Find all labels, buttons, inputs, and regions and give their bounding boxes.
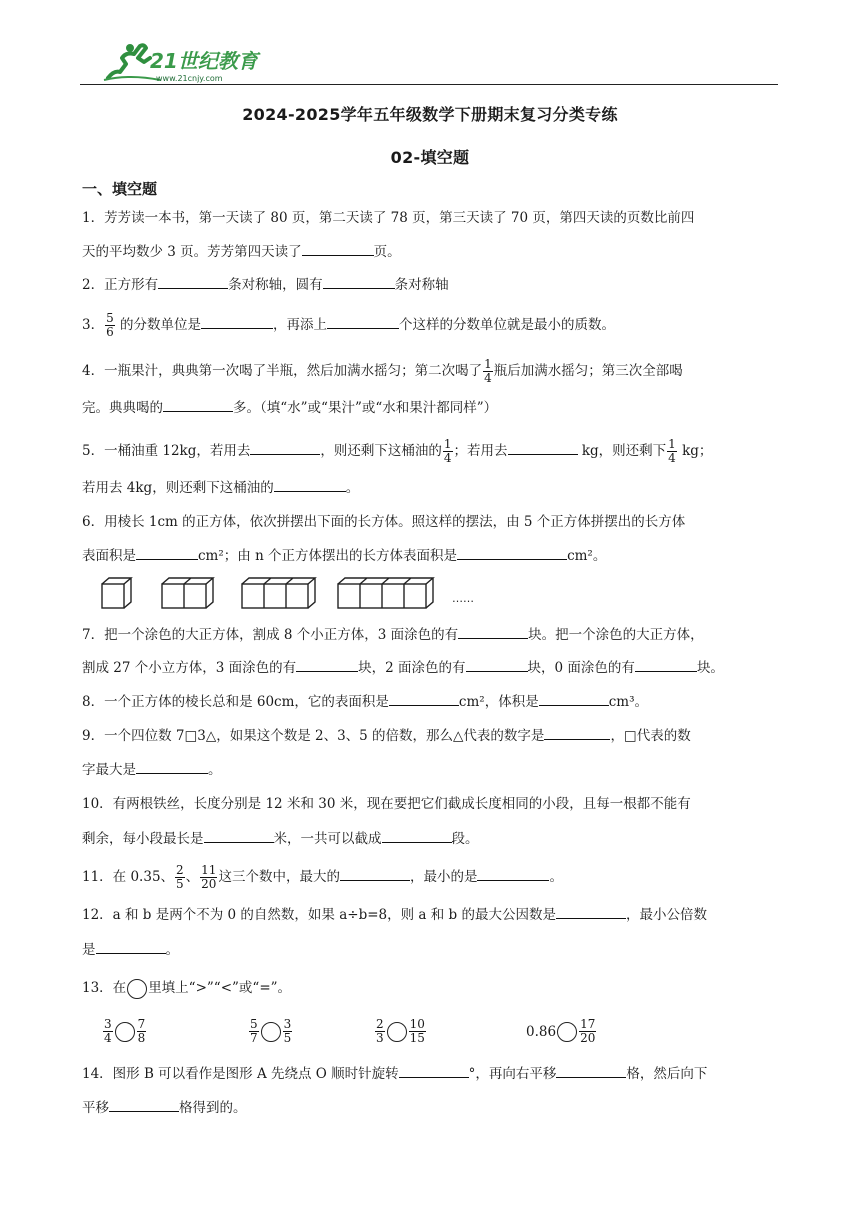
compare-item-1: $\frac{3}{4}$ $\frac{7}{8}$ (104, 1017, 146, 1045)
q7-line-2: 割成 27 个小立方体，3 面涂色的有 块，2 面涂色的有 块，0 面涂色的有 块。 (82, 657, 724, 678)
answer-blank[interactable] (457, 545, 567, 560)
answer-blank[interactable] (327, 314, 399, 329)
q5-line-1: 5．一桶油重 12kg，若用去 ，则还剩下这桶油的 $\frac{1}{4}$ ；若用去 kg，则还剩下 $\frac{1}{4}$ kg； (82, 437, 713, 465)
q7-line-1: 7．把一个涂色的大正方体，割成 8 个小正方体，3 面涂色的有 块。把一个涂色的大正方体， (82, 624, 704, 645)
compare-item-3: $\frac{2}{3}$ $\frac{10}{15}$ (376, 1017, 425, 1045)
cube-row-3 (242, 578, 315, 608)
q10-line-2: 剩余，每小段最长是 米，一共可以截成 段。 (82, 828, 479, 849)
cube-rows-figure (100, 576, 480, 612)
section-heading: 一、填空题 (82, 180, 158, 198)
answer-blank[interactable] (302, 241, 374, 256)
q3-line: 3． $\frac{5}{6}$ 的分数单位是 ，再添上 个这样的分数单位就是最小的质数。 (82, 311, 616, 339)
compare-circle-icon[interactable] (261, 1022, 281, 1042)
answer-blank[interactable] (109, 1097, 179, 1112)
q6-line-2: 表面积是 cm²；由 n 个正方体摆出的长方体表面积是 cm²。 (82, 545, 606, 566)
answer-blank[interactable] (508, 440, 578, 455)
q14-line-1: 14．图形 B 可以看作是图形 A 先绕点 O 顺时针旋转 °，再向右平移 格，然后向下 (82, 1063, 707, 1084)
answer-blank[interactable] (340, 866, 410, 881)
q10-line-1: 10．有两根铁丝，长度分别是 12 米和 30 米，现在要把它们截成长度相同的小段，且每一根都不能有 (82, 796, 691, 812)
page-subtitle: 02-填空题 (390, 148, 470, 167)
q4-line-1: 4．一瓶果汁，典典第一次喝了半瓶，然后加满水摇匀；第二次喝了 $\frac{1}{4}$ 瓶后加满水摇匀；第三次全部喝 (82, 357, 683, 385)
q9-line-2: 字最大是 。 (82, 759, 222, 780)
answer-blank[interactable] (389, 691, 459, 706)
answer-blank[interactable] (136, 759, 208, 774)
answer-blank[interactable] (323, 274, 395, 289)
compare-circle-icon[interactable] (557, 1022, 577, 1042)
fraction: $\frac{5}{6}$ (106, 311, 114, 339)
cube-row-1 (102, 578, 131, 608)
compare-circle-icon[interactable] (115, 1022, 135, 1042)
q13-line: 13．在 里填上“>”“<”或“=”。 (82, 978, 291, 999)
compare-circle-icon[interactable] (387, 1022, 407, 1042)
q4-line-2: 完。典典喝的 多。（填“水”或“果汁”或“水和果汁都同样”） (82, 397, 497, 418)
answer-blank[interactable] (382, 828, 452, 843)
compare-item-4: 0.86 $\frac{17}{20}$ (526, 1017, 596, 1045)
answer-blank[interactable] (250, 440, 320, 455)
header-rule (80, 84, 778, 85)
q11-line: 11．在 0.35、 $\frac{2}{5}$ 、 $\frac{11}{20}$ 这三个数中，最大的 ，最小的是 。 (82, 863, 563, 891)
answer-blank[interactable] (274, 477, 346, 492)
answer-blank[interactable] (96, 939, 166, 954)
answer-blank[interactable] (556, 904, 626, 919)
answer-blank[interactable] (458, 624, 528, 639)
q1-line-2: 天的平均数少 3 页。芳芳第四天读了 页。 (82, 241, 401, 262)
answer-blank[interactable] (477, 866, 549, 881)
fraction: $\frac{2}{5}$ (176, 863, 184, 891)
ellipsis: …… (452, 592, 474, 605)
cube-row-2 (162, 578, 213, 608)
compare-circle-icon (127, 979, 147, 999)
answer-blank[interactable] (163, 397, 233, 412)
q9-line-1: 9．一个四位数 7□3△，如果这个数是 2、3、5 的倍数，那么△代表的数字是 ，□代表的数 (82, 725, 691, 746)
answer-blank[interactable] (136, 545, 198, 560)
answer-blank[interactable] (296, 657, 358, 672)
q12-line-2: 是 。 (82, 939, 179, 960)
q5-line-2: 若用去 4kg，则还剩下这桶油的 。 (82, 477, 359, 498)
site-logo (100, 40, 300, 84)
answer-blank[interactable] (539, 691, 609, 706)
answer-blank[interactable] (201, 314, 273, 329)
answer-blank[interactable] (466, 657, 528, 672)
compare-item-2: $\frac{5}{7}$ $\frac{3}{5}$ (250, 1017, 292, 1045)
page-title: 2024-2025学年五年级数学下册期末复习分类专练 (242, 105, 618, 124)
answer-blank[interactable] (204, 828, 274, 843)
cube-row-4 (338, 578, 433, 608)
answer-blank[interactable] (399, 1063, 469, 1078)
q14-line-2: 平移 格得到的。 (82, 1097, 247, 1118)
q1-line-1: 1．芳芳读一本书，第一天读了 80 页，第二天读了 78 页，第三天读了 70 页，第四天读的页数比前四 (82, 210, 695, 226)
answer-blank[interactable] (544, 725, 610, 740)
fraction: $\frac{1}{4}$ (484, 357, 492, 385)
q12-line-1: 12．a 和 b 是两个不为 0 的自然数，如果 a÷b=8，则 a 和 b 的最大公因数是 ，最小公倍数 (82, 904, 707, 925)
answer-blank[interactable] (635, 657, 697, 672)
answer-blank[interactable] (556, 1063, 626, 1078)
answer-blank[interactable] (158, 274, 228, 289)
logo-url: www.21cnjy.com (156, 74, 223, 83)
fraction: $\frac{11}{20}$ (201, 863, 217, 891)
fraction: $\frac{1}{4}$ (443, 437, 452, 465)
q8-line: 8．一个正方体的棱长总和是 60cm，它的表面积是 cm²，体积是 cm³。 (82, 691, 648, 712)
q2-line: 2．正方形有 条对称轴，圆有 条对称轴 (82, 274, 449, 295)
fraction: $\frac{1}{4}$ (668, 437, 676, 465)
q6-line-1: 6．用棱长 1cm 的正方体，依次拼摆出下面的长方体。照这样的摆法，由 5 个正方体拼摆出的长方体 (82, 514, 686, 530)
logo-text: 21世纪教育 (150, 49, 258, 73)
